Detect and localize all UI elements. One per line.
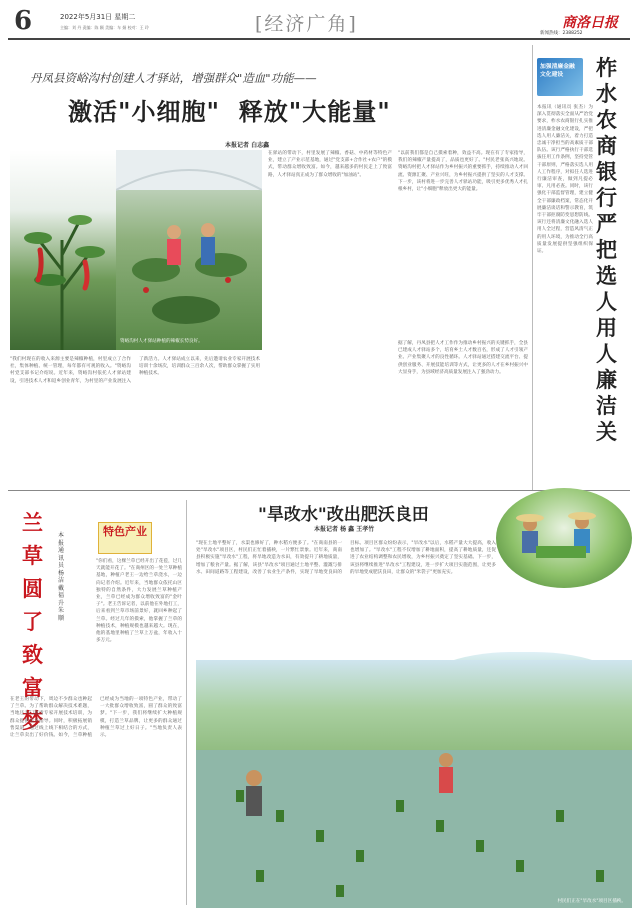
sidebar-divider (532, 45, 533, 490)
paddy-transplanting-illustration (196, 660, 632, 908)
sidebar-body: 本报讯（通讯员 张杰）为深入贯彻落实全面从严治党要求，柞水农商银行扎实推进清廉金融文化建设，严把选人用人廉洁关，着力打造忠诚干净担当的高素质干部队伍。该行严格执行干部选拔任用工作条例，坚持党管干部原则，严格落实选人用人工作程序，对拟任人选进行廉洁审查，做到凡提必审、凡用必查。同时，该行强化干部监督管理，建立健全干部廉政档案，常态化开展廉洁谈话和警示教育，筑牢干部拒腐防变思想防线。该行还将清廉文化融入选人用人全过程，营造风清气正的用人环境，为推动全行高质量发展提供坚强组织保证。 (537, 105, 593, 255)
article3-headline: "旱改水"改出肥沃良田 (258, 505, 429, 525)
page-number: 6 (14, 6, 33, 36)
article1-kicker: 丹凤县资峪沟村创建人才驿站，增强群众"造血"功能—— (30, 71, 317, 85)
article2-byline: 本报通讯员 杨洁 戴福升 朱顺 (58, 532, 65, 622)
hotline: 新闻热线：2388252 (540, 31, 583, 36)
article1-col3: "以前我们都是自己摸索着种，效益不高。现在有了专家指导，我们的辣椒产量提高了，品质也更好了。"村民老张高兴地说。资峪沟村把人才驿站作为乡村振兴的重要抓手，持续推动人才回流、资源汇聚、产业兴旺，为乡村振兴提供了坚实的人才支撑。下一步，该村将进一步完善人才驿站功能，吸引更多优秀人才扎根乡村，让"小细胞"释放出更大的能量。 (398, 151, 528, 193)
sidebar-title: 柞水农商银行严把选人用人廉洁关 (596, 55, 617, 444)
article2-sub-tag-text: 特色产业 (103, 525, 147, 538)
sidebar-banner (537, 58, 583, 96)
article2-divider (186, 500, 187, 905)
article1-col1: "我们村现在的收入来源主要是辣椒种植，村里成立了合作社，集体种植、统一管理，每年都有可观的收入。"资峪沟村党支部书记介绍说。近年来，资峪沟村依托人才驿站建设，引进技术人才和返乡创业青年，为村里的产业发展注入了新活力。人才驿站成立以来，先后邀请农业专家开展技术培训十余场次，培训群众三百余人次，帮助群众掌握了实用种植技术。 (10, 357, 260, 384)
article3-photo-bottom (196, 660, 632, 908)
article3-photo-top (496, 488, 632, 588)
article3-body: "现在土地平整好了，水渠也修好了，种水稻方便多了。"在商南县的一处"旱改水"项目区，村民们正忙着插秧，一片繁忙景象。近年来，商南县积极实施"旱改水"工程，将旱地改造为水田，有效提升了耕地质量，增加了粮食产量。据了解，该县"旱改水"项目通过土地平整、灌溉与排水、田间道路等工程建设，改善了农业生产条件，实现了旱地变良田的目标。项目区群众纷纷表示，"旱改水"以后，水稻产量大大提高，收入也增加了。"旱改水"工程不仅增加了耕地面积，提高了耕地质量，还促进了农业结构调整和农民增收，为乡村振兴奠定了坚实基础。下一步，该县将继续推进"旱改水"工程建设，进一步扩大项目实施范围，让更多的旱地变成肥沃良田，让群众的"米袋子"更加充实。 (196, 541, 496, 575)
mid-rule (8, 490, 630, 491)
article1-headline: 激活"小细胞" 释放"大能量" (68, 97, 391, 126)
article2-col2: 在老王的带动下，周边不少群众也种起了兰草。为了帮助群众解决技术难题，当地还专门邀请专家开展技术培训，为群众提供技术指导。同时，积极拓展销售渠道，通过线上线下相结合的方式，让兰草卖出了好价钱。如今，兰草种植已经成为当地的一项特色产业，带动了一大批群众增收致富，圆了群众的致富梦。"下一步，我们将继续扩大种植规模，打造兰草品牌，让更多的群众通过种植兰草过上好日子。"当地负责人表示。 (10, 697, 182, 739)
editor-line: 主编：刘 丹 责编：陈 颖 美编：车 娟 校对：王 玲 (60, 25, 149, 30)
article1-photo-caption: 资峪沟村人才驿站种植的辣椒长势良好。 (120, 339, 203, 344)
article1-photo (10, 150, 116, 350)
greenhouse-workers-illustration (116, 150, 262, 350)
sidebar-banner-text: 加强清廉金融文化建设 (540, 64, 575, 78)
header-rule (8, 38, 630, 40)
article3-photo-caption: 村民们正在"旱改水"项目区插秧。 (557, 899, 626, 904)
article3-byline: 本报记者 杨 鑫 王孝竹 (314, 526, 375, 533)
article1-col2: 在驿站的带动下，村里发展了辣椒、香菇、中药材等特色产业，建立了产业示范基地，通过"党支部+合作社+农户"的模式，带动群众增收致富。如今，越来越多的村民走上了致富路，人才驿站真正成为了群众增收的"加油站"。 (268, 151, 392, 178)
issue-date: 2022年5月31日 星期二 (60, 13, 136, 21)
chili-plant-illustration (10, 150, 116, 350)
paper-name: 商洛日报 (562, 15, 618, 31)
farmers-rice-illustration (496, 488, 632, 588)
article2-sub-tag (98, 522, 152, 554)
article2-col1: "你们看，这棵兰草已经开出了花苞，过几天就能开花了。"在商州区的一处兰草种植基地，种植户老王一边给兰草浇水，一边向记者介绍。近年来，当地群众依托山区独特的自然条件，大力发展兰草种植产业，兰草已经成为群众增收致富的"金叶子"。老王告诉记者，以前他在外地打工，后来看到兰草市场前景好，就回乡种起了兰草。经过几年的摸索，他掌握了兰草的种植技术，种植规模也越来越大。现在，他的基地里种植了兰草上万盆，年收入十多万元。 (96, 559, 182, 644)
article2-title: 兰草圆了致富梦 (22, 510, 43, 733)
article1-byline: 本报记者 白志鑫 (225, 142, 270, 149)
article1-main-photo (116, 150, 262, 350)
section-title: [经济广角] (255, 13, 358, 35)
article1-col4: 据了解，丹凤县把人才工作作为推动乡村振兴的关键抓手，全县已建成人才驿站多个，培育乡土人才数百名，形成了人才引领产业、产业集聚人才的良性循环。人才驿站通过搭建交流平台、提供创业服务、开展技能培训等方式，让更多的人才在乡村振兴中大显身手，为县域经济高质量发展注入了强劲动力。 (398, 341, 528, 375)
